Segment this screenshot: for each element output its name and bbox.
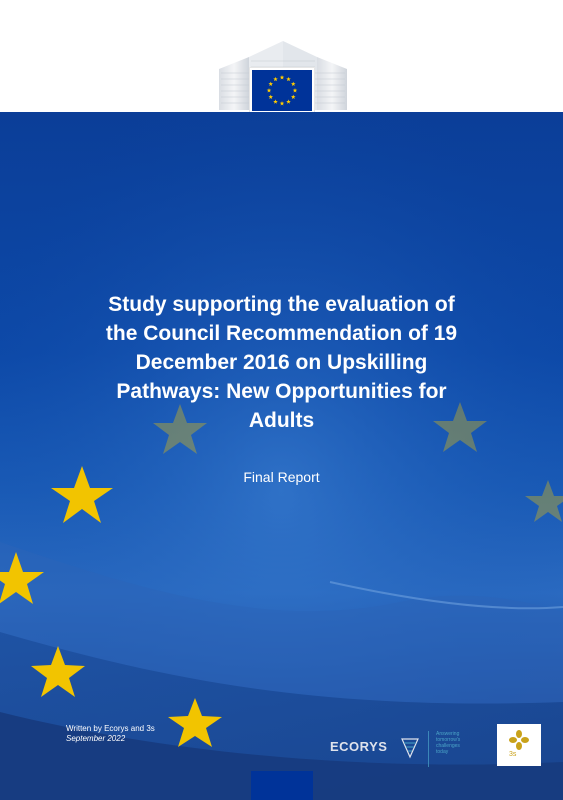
eu-star-icon bbox=[268, 95, 273, 99]
3s-flower-icon bbox=[509, 730, 529, 750]
eu-star-icon bbox=[267, 88, 272, 92]
3s-logo[interactable] bbox=[497, 724, 541, 766]
eu-flag-waving-background bbox=[0, 112, 563, 800]
3s-label: 3s bbox=[509, 751, 517, 758]
title-line: Adults bbox=[248, 409, 315, 432]
eu-star-icon bbox=[286, 99, 291, 103]
logo-divider bbox=[428, 731, 429, 767]
authorship-credits bbox=[66, 724, 155, 744]
tagline-line: challenges bbox=[436, 743, 460, 749]
title-line: Pathways: New Opportunities for bbox=[116, 380, 447, 403]
report-subtitle: Final Report bbox=[243, 469, 320, 485]
publication-date: September 2022 bbox=[66, 734, 126, 743]
eu-star-icon bbox=[286, 77, 291, 81]
eu-star-icon bbox=[291, 82, 296, 86]
tagline-line: today bbox=[436, 749, 449, 755]
ecorys-wordmark: ECORYS bbox=[330, 739, 388, 754]
header-band bbox=[0, 0, 563, 112]
title-line: Study supporting the evaluation of bbox=[108, 293, 455, 316]
ecorys-tagline bbox=[436, 731, 496, 755]
ecorys-fan-icon bbox=[400, 737, 420, 759]
title-line: the Council Recommendation of 19 bbox=[105, 322, 458, 345]
eu-star-icon bbox=[273, 77, 278, 81]
tagline-line: tomorrow's bbox=[436, 737, 461, 743]
written-by: Written by Ecorys and 3s bbox=[66, 724, 155, 733]
eu-star-icon bbox=[291, 95, 296, 99]
cover-artwork bbox=[0, 112, 563, 800]
eu-star-icon bbox=[273, 99, 278, 103]
ecorys-logo[interactable] bbox=[330, 731, 490, 767]
eu-star-icon bbox=[293, 88, 298, 92]
eu-flag-icon bbox=[252, 70, 312, 111]
title-line: December 2016 on Upskilling bbox=[135, 351, 428, 374]
tagline-line: Answering bbox=[436, 731, 460, 737]
report-title bbox=[40, 290, 523, 435]
eu-star-icon bbox=[280, 75, 285, 79]
eu-star-icon bbox=[280, 101, 285, 105]
eu-star-icon bbox=[268, 82, 273, 86]
eu-flag-footer-icon bbox=[251, 771, 313, 800]
